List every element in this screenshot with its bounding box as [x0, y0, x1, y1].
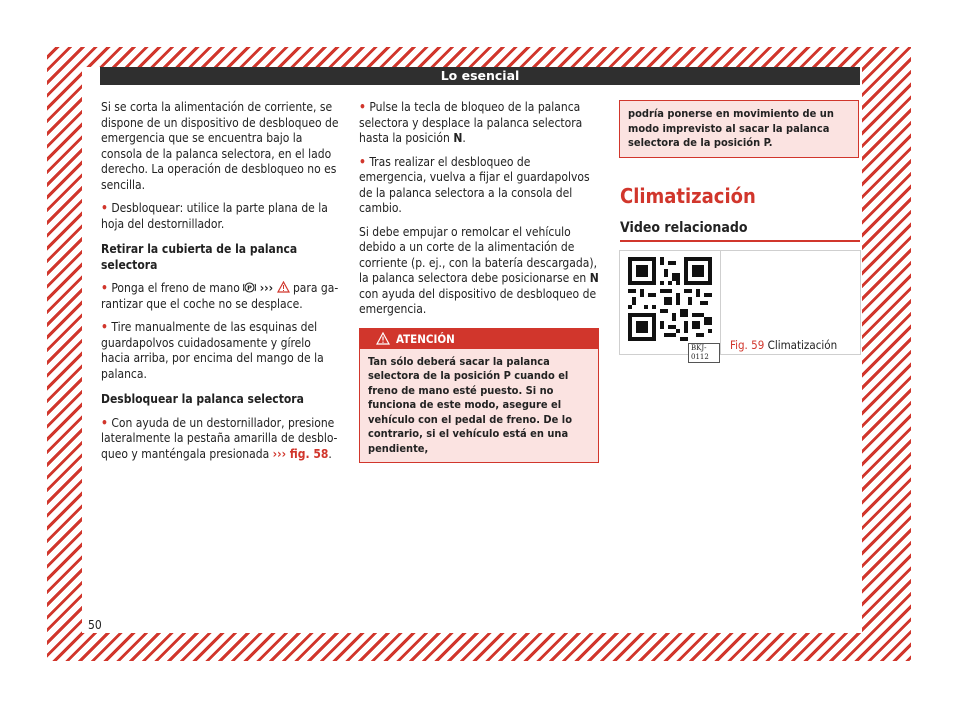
intro-paragraph: Si se corta la alimentación de corriente, se dispone de un dispositivo de desbloqueo de emergencia que se encuentra bajo la consola de la palanca selectora, en el lado derecho. La operación de desbloqueo no es sencilla. — [101, 100, 339, 192]
bullet-item — [101, 201, 341, 232]
warning-continued: podría ponerse en movimiento de un modo imprevisto al sacar la palanca selectora de la posición P. — [619, 100, 859, 158]
qr-code[interactable] — [628, 257, 712, 341]
page-number: 50 — [88, 618, 102, 632]
subheading-remove-cover: Retirar la cubierta de la palanca selectora — [101, 242, 298, 272]
column-1 — [101, 100, 341, 470]
bullet-text: Desbloquear: utilice la parte plana de la hoja del destornillador. — [101, 201, 328, 231]
handbrake-icon — [243, 281, 256, 295]
warning-title: ATENCIÓN — [396, 331, 455, 346]
paragraph-text: con ayuda del dispositivo de desbloqueo de emergencia. — [359, 286, 597, 316]
bullet-dot: • — [359, 154, 366, 169]
bullet-dot: • — [101, 320, 108, 334]
bullet-dot: • — [359, 100, 366, 114]
video-heading: Video relacionado — [620, 220, 860, 242]
bullet-text: para garantizar que el coche no se desplace. — [101, 281, 339, 311]
bullet-end: . — [462, 131, 466, 145]
bullet-text: Tras realizar el desbloqueo de emergencia, vuelva a fijar el guardapolvos de la palanca selectora a la consola del cambio. — [359, 154, 590, 215]
warning-triangle-icon — [277, 281, 290, 295]
subheading-unlock-lever: Desbloquear la palanca selectora — [101, 392, 304, 406]
warning-header — [360, 329, 598, 349]
figure-reference-link[interactable]: ››› fig. 58 — [272, 446, 329, 461]
bullet-item — [359, 155, 599, 217]
paragraph-text: Si debe empujar o remolcar el vehículo debido a un corte de la alimentación de corriente (p. ej., con la batería descargada), la palanca selectora debe posicionarse en — [359, 224, 598, 285]
bullet-text: Con ayuda de un destornillador, presione lateralmente la pestaña amarilla de desbloqueo y manténgala presionada — [101, 415, 338, 461]
bullet-item — [101, 320, 341, 382]
towing-paragraph — [359, 225, 599, 318]
bullet-item — [359, 100, 599, 147]
figure-code: BKJ-0112 — [688, 343, 720, 363]
figure-box — [619, 250, 861, 361]
svg-text:P: P — [247, 284, 253, 292]
bullet-dot: • — [101, 281, 108, 295]
figure-caption-text: Climatización — [767, 338, 838, 352]
figure-caption — [730, 338, 837, 352]
bullet-dot: • — [101, 201, 108, 215]
bullet-text: Pulse la tecla de bloqueo de la palanca selectora y desplace la palanca selectora hasta la posición — [359, 100, 583, 145]
section-title: Climatización — [620, 184, 756, 208]
position-label: N — [453, 131, 463, 145]
figure-label: Fig. 59 — [730, 338, 765, 352]
bullet-item — [101, 281, 341, 312]
column-2 — [359, 100, 599, 463]
warning-text: Tan sólo deberá sacar la palanca selectora de la posición P cuando el freno de mano esté puesto. Si no funciona de este modo, asegure el vehículo con el pedal de freno. De lo contrario, si el vehículo está en una pendiente, — [360, 349, 598, 463]
bullet-end: . — [328, 446, 332, 461]
bullet-text: Tire manualmente de las esquinas del guardapolvos cuidadosamente y gírelo hacia arriba, por encima del mango de la palanca. — [101, 320, 324, 381]
warning-box — [359, 328, 599, 464]
position-label: N — [589, 271, 599, 285]
bullet-text: Ponga el freno de mano — [111, 281, 240, 295]
bullet-dot: • — [101, 415, 108, 430]
bullet-item — [101, 416, 341, 463]
arrows-link[interactable]: ››› — [259, 281, 274, 295]
qr-area[interactable] — [620, 251, 721, 361]
column-3 — [619, 100, 859, 158]
page-header: Lo esencial — [100, 67, 860, 85]
